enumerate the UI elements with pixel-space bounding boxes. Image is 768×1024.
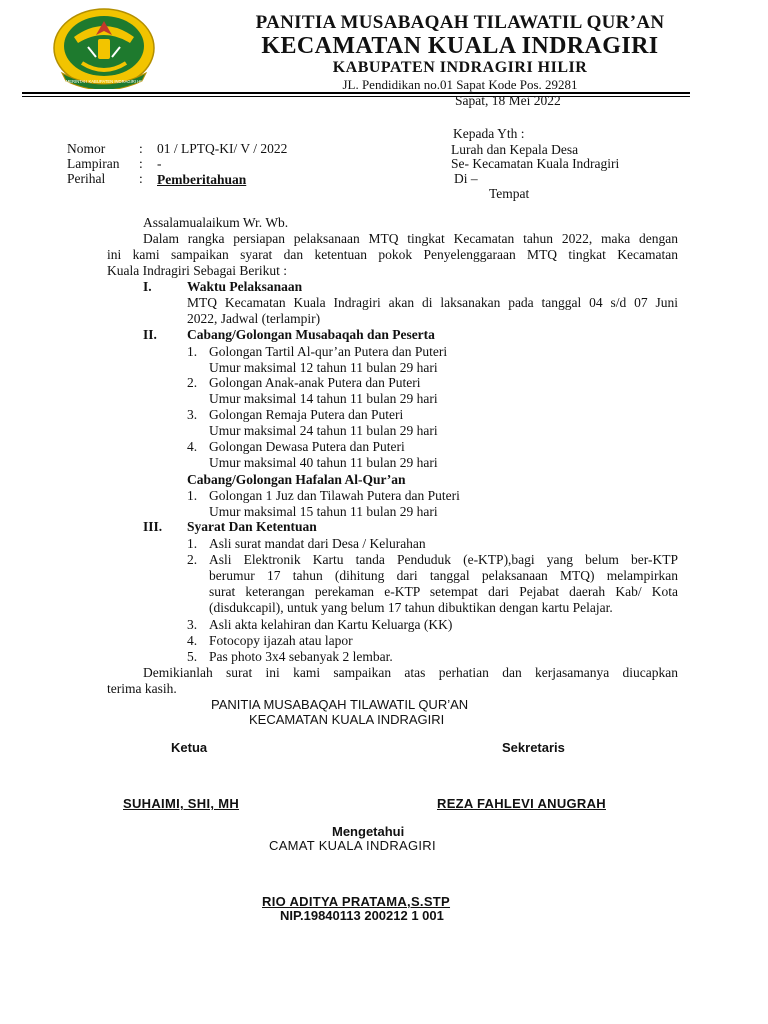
header-divider-thick [22, 92, 690, 94]
lampiran-label: Lampiran [67, 156, 120, 171]
section3-number: III. [143, 519, 163, 534]
regency-logo-emblem [52, 7, 156, 89]
intro-line2: ini kami sampaikan syarat dan ketentuan pokok Penyelenggaraan MTQ tingkat Kecamatan [107, 247, 678, 262]
greeting: Assalamualaikum Wr. Wb. [143, 215, 289, 230]
perihal-colon: : [139, 171, 143, 186]
list-item-age: Umur maksimal 15 tahun 11 bulan 29 hari [209, 504, 438, 519]
signature-org-line2: KECAMATAN KUALA INDRAGIRI [249, 712, 445, 727]
header-title-line1: PANITIA MUSABAQAH TILAWATIL QUR’AN [255, 12, 665, 33]
list-item-number: 5. [187, 649, 198, 664]
camat-title: CAMAT KUALA INDRAGIRI [269, 838, 436, 853]
section2-title: Cabang/Golongan Musabaqah dan Peserta [187, 327, 435, 342]
list-item-age: Umur maksimal 40 tahun 11 bulan 29 hari [209, 455, 438, 470]
camat-nip: NIP.19840113 200212 1 001 [280, 908, 444, 923]
recipient-line2: Lurah dan Kepala Desa [451, 142, 579, 157]
list-item-cont: surat keterangan perekaman e-KTP setempat dari Pejabat daerah Kab/ Kota [209, 584, 678, 599]
list-item-age: Umur maksimal 24 tahun 11 bulan 29 hari [209, 423, 438, 438]
list-item-number: 1. [187, 536, 198, 551]
list-item-number: 1. [187, 344, 198, 359]
sekretaris-name: REZA FAHLEVI ANUGRAH [437, 796, 606, 811]
perihal-label: Perihal [67, 171, 106, 186]
section2-number: II. [143, 327, 157, 342]
recipient-line3: Se- Kecamatan Kuala Indragiri [451, 156, 620, 171]
lampiran-colon: : [139, 156, 143, 171]
list-item: Golongan Dewasa Putera dan Puteri [209, 439, 405, 454]
section3-title: Syarat Dan Ketentuan [187, 519, 317, 534]
signature-org-line1: PANITIA MUSABAQAH TILAWATIL QUR’AN [211, 697, 469, 712]
ketua-label: Ketua [171, 740, 208, 755]
closing-line1: Demikianlah surat ini kami sampaikan atas perhatian dan kerjasamanya diucapkan [143, 665, 678, 680]
intro-line1: Dalam rangka persiapan pelaksanaan MTQ tingkat Kecamatan tahun 2022, maka dengan [143, 231, 678, 246]
list-item-number: 3. [187, 407, 198, 422]
list-item-age: Umur maksimal 12 tahun 11 bulan 29 hari [209, 360, 438, 375]
list-item: Asli akta kelahiran dan Kartu Keluarga (KK) [209, 617, 453, 632]
list-item: Fotocopy ijazah atau lapor [209, 633, 353, 648]
list-item-number: 4. [187, 633, 198, 648]
perihal-value: Pemberitahuan [157, 172, 247, 187]
header-title-line3: KABUPATEN INDRAGIRI HILIR [332, 59, 588, 76]
recipient-line1: Kepada Yth : [453, 126, 525, 141]
list-item-number: 1. [187, 488, 198, 503]
header-divider-thin [22, 96, 690, 97]
list-item-number: 2. [187, 375, 198, 390]
list-item: Asli Elektronik Kartu tanda Penduduk (e-KTP),bagi yang belum ber-KTP [209, 552, 678, 567]
section1-line1: MTQ Kecamatan Kuala Indragiri akan di laksanakan pada tanggal 04 s/d 07 Juni [187, 295, 678, 310]
camat-name: RIO ADITYA PRATAMA,S.STP [262, 894, 451, 909]
place-date: Sapat, 18 Mei 2022 [455, 93, 561, 108]
list-item: Golongan 1 Juz dan Tilawah Putera dan Puteri [209, 488, 460, 503]
header-title-line2: KECAMATAN KUALA INDRAGIRI [261, 33, 659, 59]
intro-line3: Kuala Indragiri Sebagai Berikut : [107, 263, 287, 278]
list-item-cont: berumur 17 tahun (dihitung dari tanggal pelaksanaan MTQ) melampirkan [209, 568, 678, 583]
list-item: Golongan Anak-anak Putera dan Puteri [209, 375, 421, 390]
recipient-line4: Di – [454, 171, 478, 186]
ketua-name: SUHAIMI, SHI, MH [123, 796, 240, 811]
list-item: Asli surat mandat dari Desa / Kelurahan [209, 536, 426, 551]
section2b-title: Cabang/Golongan Hafalan Al-Qur’an [187, 472, 406, 487]
list-item: Golongan Tartil Al-qur’an Putera dan Puteri [209, 344, 448, 359]
list-item-number: 3. [187, 617, 198, 632]
list-item-cont: (disdukcapil), untuk yang belum 17 tahun dibuktikan dengan kartu Pelajar. [209, 600, 613, 615]
list-item-age: Umur maksimal 14 tahun 11 bulan 29 hari [209, 391, 438, 406]
closing-line2: terima kasih. [107, 681, 177, 696]
nomor-value: 01 / LPTQ-KI/ V / 2022 [157, 141, 288, 156]
header-address: JL. Pendidikan no.01 Sapat Kode Pos. 29281 [342, 77, 578, 92]
list-item-number: 4. [187, 439, 198, 454]
lampiran-value: - [157, 156, 162, 171]
section1-title: Waktu Pelaksanaan [187, 279, 303, 294]
mengetahui-label: Mengetahui [332, 824, 405, 839]
section1-number: I. [143, 279, 152, 294]
recipient-line5: Tempat [489, 186, 530, 201]
sekretaris-label: Sekretaris [502, 740, 565, 755]
list-item: Golongan Remaja Putera dan Puteri [209, 407, 404, 422]
section1-line2: 2022, Jadwal (terlampir) [187, 311, 321, 326]
list-item: Pas photo 3x4 sebanyak 2 lembar. [209, 649, 393, 664]
nomor-colon: : [139, 141, 143, 156]
nomor-label: Nomor [67, 141, 106, 156]
list-item-number: 2. [187, 552, 198, 567]
logo-ribbon-text: PEMERINTAH KABUPATEN INDRAGIRI HILIR [60, 79, 148, 84]
